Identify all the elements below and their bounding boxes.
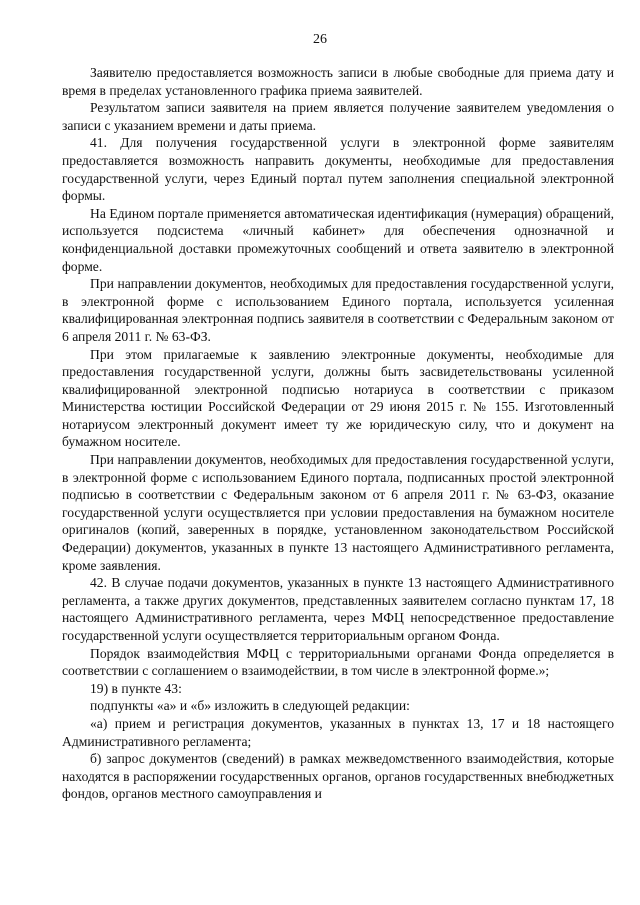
paragraph: При этом прилагаемые к заявлению электронные документы, необходимые для предоставления государственной услуги, должны быть засвидетельствованы усиленной квалифицированной электронной подписью нотариуса в соответствии с приказом Министерства юстиции Российской Федерации от 29 июня 2015 г. № 155. Изготовленный нотариусом электронный документ имеет ту же юридическую силу, что и документ на бумажном носителе. bbox=[62, 346, 614, 450]
page-number: 26 bbox=[313, 32, 327, 47]
paragraph: подпункты «а» и «б» изложить в следующей редакции: bbox=[90, 698, 410, 714]
paragraph: На Едином портале применяется автоматическая идентификация (нумерация) обращений, используется подсистема «личный кабинет» для обеспечения однозначной и конфиденциальной доставки промежуточных сообщений и ответа заявителю в электронной форме. bbox=[62, 205, 614, 274]
paragraph: При направлении документов, необходимых для предоставления государственной услуги, в электронной форме с использованием Единого портала, подписанных простой электронной подписью в соответствии с Федеральным законом от 6 апреля 2011 г. № 63-ФЗ, оказание государственной услуги осуществляется при условии предоставления на бумажном носителе оригиналов (копий, заверенных в порядке, установленном законодательством Российской Федерации) документов, указанных в пункте 13 настоящего Административного регламента, кроме заявления. bbox=[62, 452, 614, 573]
paragraph: 42. В случае подачи документов, указанных в пункте 13 настоящего Административного регламента, а также других документов, представленных заявителем согласно пунктам 17, 18 настоящего Административного регламента, через МФЦ непосредственное предоставление государственной услуги осуществляется территориальным органом Фонда. bbox=[62, 575, 614, 643]
document-body bbox=[62, 64, 614, 803]
paragraph: Заявителю предоставляется возможность записи в любые свободные для приема дату и время в пределах установленного графика приема заявителей. bbox=[62, 65, 614, 98]
paragraph: При направлении документов, необходимых для предоставления государственной услуги, в электронной форме с использованием Единого портала, используется усиленная квалифицированная электронная подпись заявителя в соответствии с Федеральным законом от 6 апреля 2011 г. № 63-ФЗ. bbox=[62, 276, 614, 344]
paragraph: 41. Для получения государственной услуги в электронной форме заявителям предоставляется возможность направить документы, необходимые для предоставления государственной услуги, через Единый портал путем заполнения специальной электронной формы. bbox=[62, 135, 614, 204]
paragraph: б) запрос документов (сведений) в рамках межведомственного взаимодействия, которые находятся в распоряжении государственных органов, органов государственных внебюджетных фондов, органов местного самоуправления и bbox=[62, 751, 614, 802]
paragraph: «а) прием и регистрация документов, указанных в пунктах 13, 17 и 18 настоящего Административного регламента; bbox=[62, 715, 614, 749]
paragraph: Порядок взаимодействия МФЦ с территориальными органами Фонда определяется в соответствии с соглашением о взаимодействии, в том числе в электронной форме.»; bbox=[62, 645, 614, 679]
paragraph: 19) в пункте 43: bbox=[90, 680, 182, 696]
paragraph: Результатом записи заявителя на прием является получение заявителем уведомления о записи с указанием времени и даты приема. bbox=[62, 100, 614, 133]
